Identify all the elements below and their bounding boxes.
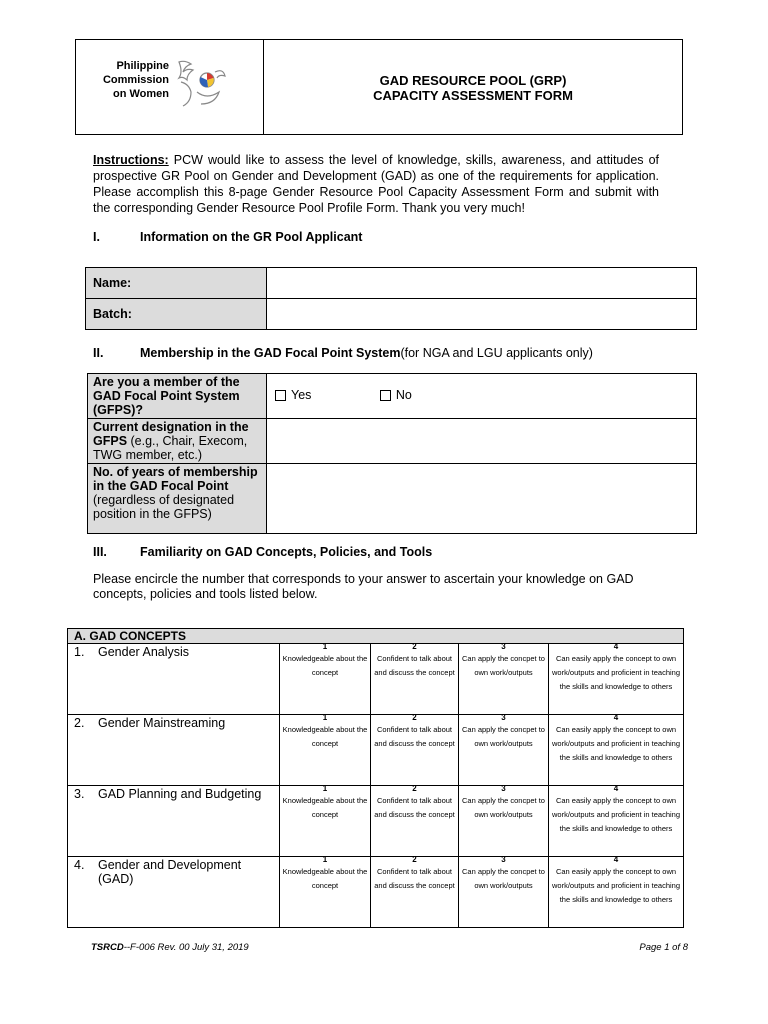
section-3-title: Familiarity on GAD Concepts, Policies, and Tools	[140, 545, 433, 559]
concept-item	[68, 644, 280, 715]
years-label	[88, 464, 267, 534]
gad-concepts-heading: A. GAD CONCEPTS	[68, 629, 684, 644]
rating-description: Can easily apply the concept to own work/outputs and proficient in teaching the skills and knowledge to others	[552, 796, 680, 833]
rating-description: Can easily apply the concept to own work/outputs and proficient in teaching the skills and knowledge to others	[552, 654, 680, 691]
rating-number: 1	[322, 642, 328, 651]
rating-number: 3	[501, 855, 506, 864]
concept-item-label: Gender Mainstreaming	[98, 716, 226, 730]
rating-option-3[interactable]	[459, 786, 549, 857]
rating-option-4[interactable]	[549, 786, 684, 857]
rating-number: 1	[322, 713, 328, 722]
rating-option-1[interactable]	[280, 715, 371, 786]
section-2-note: (for NGA and LGU applicants only)	[400, 346, 593, 360]
rating-description: Confident to talk about and discuss the concept	[374, 796, 455, 819]
yes-label: Yes	[291, 388, 312, 402]
rating-option-3[interactable]	[459, 857, 549, 928]
instructions-lead: Instructions:	[93, 153, 169, 167]
batch-label: Batch:	[86, 299, 267, 330]
form-header	[75, 39, 683, 135]
concept-item-label: GAD Planning and Budgeting	[98, 787, 262, 801]
gfps-table	[87, 373, 697, 534]
concept-item-label: Gender and Development (GAD)	[98, 858, 242, 886]
page-number: Page 1 of 8	[639, 942, 688, 953]
rating-description: Confident to talk about and discuss the concept	[374, 867, 455, 890]
rating-option-2[interactable]	[371, 715, 459, 786]
rating-description: Can easily apply the concept to own work/outputs and proficient in teaching the skills and knowledge to others	[552, 867, 680, 904]
rating-description: Can apply the concpet to own work/outputs	[462, 654, 545, 677]
rating-number: 4	[613, 784, 619, 793]
section-3-number: III.	[93, 545, 107, 559]
rating-description: Knowledgeable about the concept	[282, 796, 368, 819]
rating-number: 3	[501, 713, 506, 722]
years-label-bold: No. of years of membership in the GAD Focal Point	[93, 465, 258, 493]
concept-row	[68, 857, 684, 928]
section-1-heading	[93, 230, 362, 244]
rating-number: 2	[412, 642, 417, 651]
form-code-prefix: TSRCD	[91, 942, 124, 953]
rating-option-1[interactable]	[280, 786, 371, 857]
concept-item	[68, 857, 280, 928]
no-label: No	[395, 388, 412, 402]
concept-item	[68, 715, 280, 786]
concept-item-number: 3.	[74, 787, 85, 801]
concept-item-number: 2.	[74, 716, 85, 730]
form-title	[264, 40, 682, 134]
rating-option-2[interactable]	[371, 857, 459, 928]
rating-description: Confident to talk about and discuss the concept	[374, 725, 455, 748]
rating-option-1[interactable]	[280, 857, 371, 928]
form-title-line2: CAPACITY ASSESSMENT FORM	[373, 88, 573, 103]
form-title-line1: GAD RESOURCE POOL (GRP)	[379, 73, 567, 88]
rating-description: Knowledgeable about the concept	[282, 654, 368, 677]
yes-option[interactable]	[275, 388, 311, 402]
section-1-title: Information on the GR Pool Applicant	[140, 230, 363, 244]
name-label: Name:	[86, 268, 267, 299]
rating-option-3[interactable]	[459, 715, 549, 786]
pcw-logo-icon	[175, 58, 227, 110]
designation-label	[88, 419, 267, 464]
rating-option-2[interactable]	[371, 644, 459, 715]
rating-description: Confident to talk about and discuss the concept	[374, 654, 455, 677]
section-2-title: Membership in the GAD Focal Point System	[140, 346, 401, 360]
rating-number: 2	[412, 784, 417, 793]
org-name-line2: Commission	[102, 74, 169, 86]
section-2-number: II.	[93, 346, 104, 360]
years-label-note: (regardless of designated position in the GFPS)	[93, 493, 235, 521]
rating-number: 1	[322, 855, 328, 864]
concept-row	[68, 786, 684, 857]
name-field[interactable]	[267, 268, 697, 299]
rating-option-4[interactable]	[549, 857, 684, 928]
rating-number: 3	[501, 784, 506, 793]
gfps-member-question	[88, 374, 267, 419]
rating-number: 4	[613, 855, 619, 864]
designation-field[interactable]	[267, 419, 697, 464]
section-2-heading	[93, 346, 593, 360]
rating-description: Can apply the concpet to own work/outputs	[462, 796, 545, 819]
rating-number: 2	[412, 855, 417, 864]
form-code-revision: --F-006 Rev. 00 July 31, 2019	[123, 942, 249, 953]
years-field[interactable]	[267, 464, 697, 534]
applicant-info-table	[85, 267, 697, 330]
rating-number: 1	[322, 784, 328, 793]
rating-description: Can apply the concpet to own work/outputs	[462, 867, 545, 890]
rating-description: Knowledgeable about the concept	[282, 725, 368, 748]
section-3-heading	[93, 545, 432, 559]
concept-item-label: Gender Analysis	[98, 645, 190, 659]
instructions-paragraph	[93, 152, 659, 216]
rating-description: Can apply the concpet to own work/outputs	[462, 725, 545, 748]
rating-option-3[interactable]	[459, 644, 549, 715]
rating-number: 2	[412, 713, 417, 722]
rating-number: 4	[613, 642, 619, 651]
section-1-number: I.	[93, 230, 100, 244]
concept-row	[68, 644, 684, 715]
gfps-member-answer	[267, 374, 697, 419]
yes-checkbox[interactable]	[275, 390, 286, 401]
gfps-member-question-text: Are you a member of the GAD Focal Point System (GFPS)?	[93, 375, 240, 417]
designation-label-bold: Current designation in the GFPS	[93, 420, 249, 448]
concept-item-number: 1.	[74, 645, 85, 659]
concept-item-number: 4.	[74, 858, 85, 872]
batch-field[interactable]	[267, 299, 697, 330]
org-name	[103, 59, 169, 101]
rating-number: 4	[613, 713, 619, 722]
section-3-instructions: Please encircle the number that corresponds to your answer to ascertain your knowledge on GAD concepts, policies and tools listed below.	[93, 572, 634, 601]
rating-option-2[interactable]	[371, 786, 459, 857]
gad-concepts-table	[67, 628, 684, 928]
org-name-line1: Philippine	[116, 60, 169, 72]
concept-row	[68, 715, 684, 786]
logo-cell	[76, 40, 264, 134]
rating-description: Knowledgeable about the concept	[282, 867, 368, 890]
no-checkbox[interactable]	[380, 390, 391, 401]
rating-description: Can easily apply the concept to own work/outputs and proficient in teaching the skills and knowledge to others	[552, 725, 680, 762]
concept-item	[68, 786, 280, 857]
rating-option-4[interactable]	[549, 715, 684, 786]
rating-option-1[interactable]	[280, 644, 371, 715]
org-name-line3: on Women	[112, 88, 169, 100]
designation-label-note: (e.g., Chair, Execom, TWG member, etc.)	[93, 434, 248, 462]
rating-number: 3	[501, 642, 506, 651]
no-option[interactable]	[380, 388, 412, 402]
instructions-text: PCW would like to assess the level of knowledge, skills, awareness, and attitudes of prospective GR Pool on Gender and Development (GAD) as one of the requirements for application. Please accomplish this 8-page Gender Resource Pool Capacity Assessment Form and submit with the corresponding Gender Resource Pool Profile Form. Thank you very much!	[93, 153, 659, 215]
form-code	[91, 942, 249, 953]
rating-option-4[interactable]	[549, 644, 684, 715]
